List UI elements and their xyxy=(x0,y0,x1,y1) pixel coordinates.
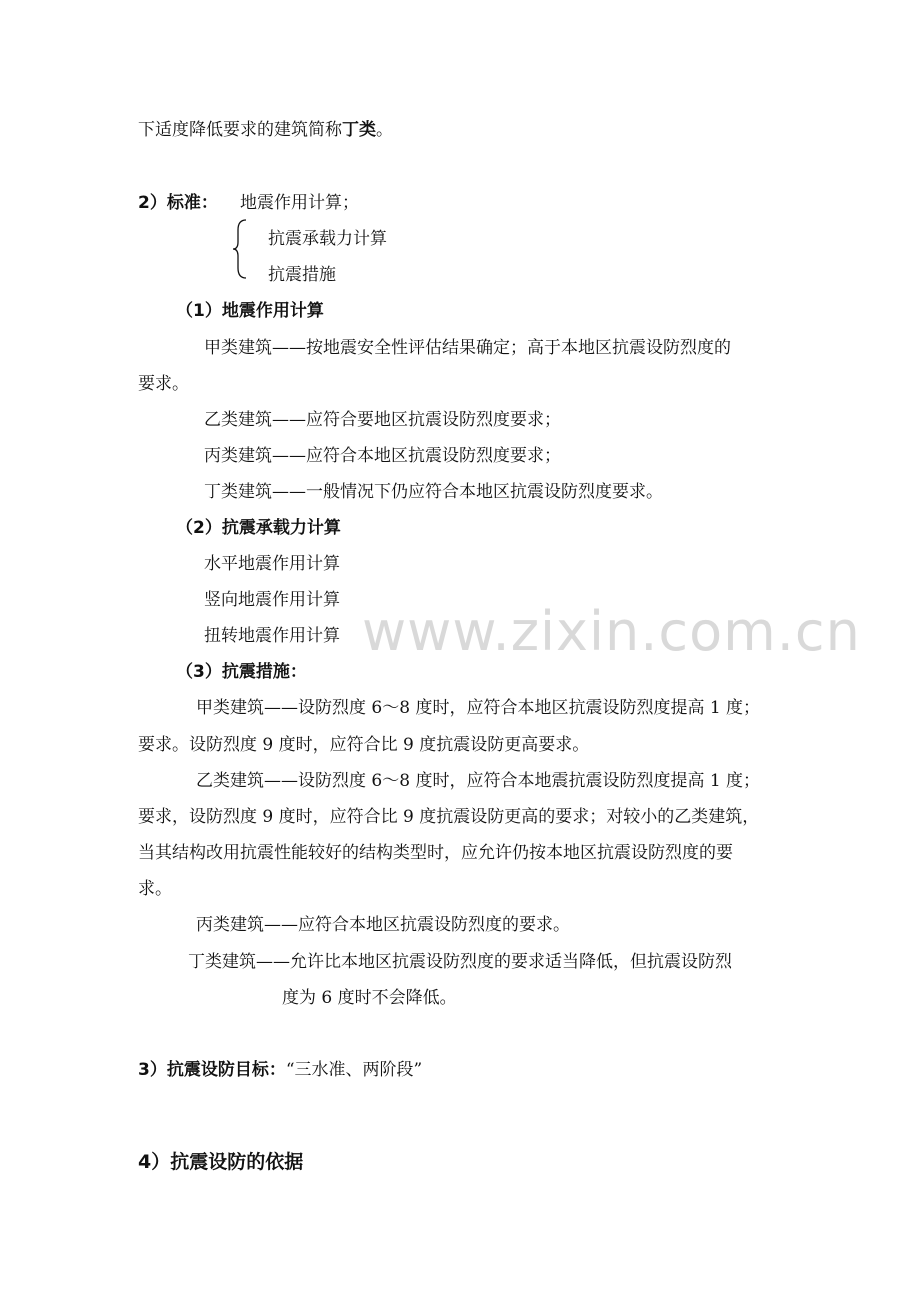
sub3-title: （3）抗震措施： xyxy=(176,662,307,682)
sub2-item-3: 扭转地震作用计算 xyxy=(204,626,340,646)
section2-label: 2）标准： xyxy=(138,193,218,213)
sub1-bing: 丙类建筑——应符合本地区抗震设防烈度要求； xyxy=(204,446,561,466)
sub3-yi-line2: 要求，设防烈度 9 度时，应符合比 9 度抗震设防更高的要求；对较小的乙类建筑， xyxy=(138,807,760,827)
line-top-bold: 丁类 xyxy=(342,120,376,140)
sub3-ding-line1: 丁类建筑——允许比本地区抗震设防烈度的要求适当降低，但抗震设防烈 xyxy=(188,952,732,972)
sub1-ding: 丁类建筑——一般情况下仍应符合本地区抗震设防烈度要求。 xyxy=(204,482,663,502)
paragraph-line-top xyxy=(138,118,393,142)
section2-item-3: 抗震措施 xyxy=(268,265,336,285)
sub2-item-1: 水平地震作用计算 xyxy=(204,554,340,574)
sub2-title: （2）抗震承载力计算 xyxy=(176,518,341,538)
section4-heading: 4）抗震设防的依据 xyxy=(138,1151,304,1173)
section3-value: “三水准、两阶段” xyxy=(285,1060,423,1080)
sub3-yi-line3: 当其结构改用抗震性能较好的结构类型时，应允许仍按本地区抗震设防烈度的要 xyxy=(138,843,733,863)
sub1-yi: 乙类建筑——应符合要地区抗震设防烈度要求； xyxy=(204,410,561,430)
brace-icon xyxy=(232,218,252,280)
sub1-jia-line2: 要求。 xyxy=(138,374,189,394)
sub3-jia-line1: 甲类建筑——设防烈度 6～8 度时，应符合本地区抗震设防烈度提高 1 度； xyxy=(196,698,761,718)
section3-label: 3）抗震设防目标： xyxy=(138,1060,286,1080)
sub3-jia-line2: 要求。设防烈度 9 度时，应符合比 9 度抗震设防更高要求。 xyxy=(138,735,590,755)
line-top-text: 下适度降低要求的建筑简称 xyxy=(138,120,342,140)
section2-item-1: 地震作用计算； xyxy=(240,193,359,213)
sub3-ding-line2: 度为 6 度时不会降低。 xyxy=(282,988,457,1008)
sub1-title: （1）地震作用计算 xyxy=(176,301,324,321)
sub3-yi-line4: 求。 xyxy=(138,879,172,899)
section2-item-2: 抗震承载力计算 xyxy=(268,229,387,249)
watermark: www.zixin.com.cn xyxy=(362,600,861,663)
section3-line xyxy=(138,1058,422,1082)
line-top-tail: 。 xyxy=(376,120,393,140)
sub3-yi-line1: 乙类建筑——设防烈度 6～8 度时，应符合本地震抗震设防烈度提高 1 度； xyxy=(196,771,761,791)
sub2-item-2: 竖向地震作用计算 xyxy=(204,590,340,610)
sub1-jia-line1: 甲类建筑——按地震安全性评估结果确定；高于本地区抗震设防烈度的 xyxy=(204,338,731,358)
sub3-bing: 丙类建筑——应符合本地区抗震设防烈度的要求。 xyxy=(196,915,570,935)
